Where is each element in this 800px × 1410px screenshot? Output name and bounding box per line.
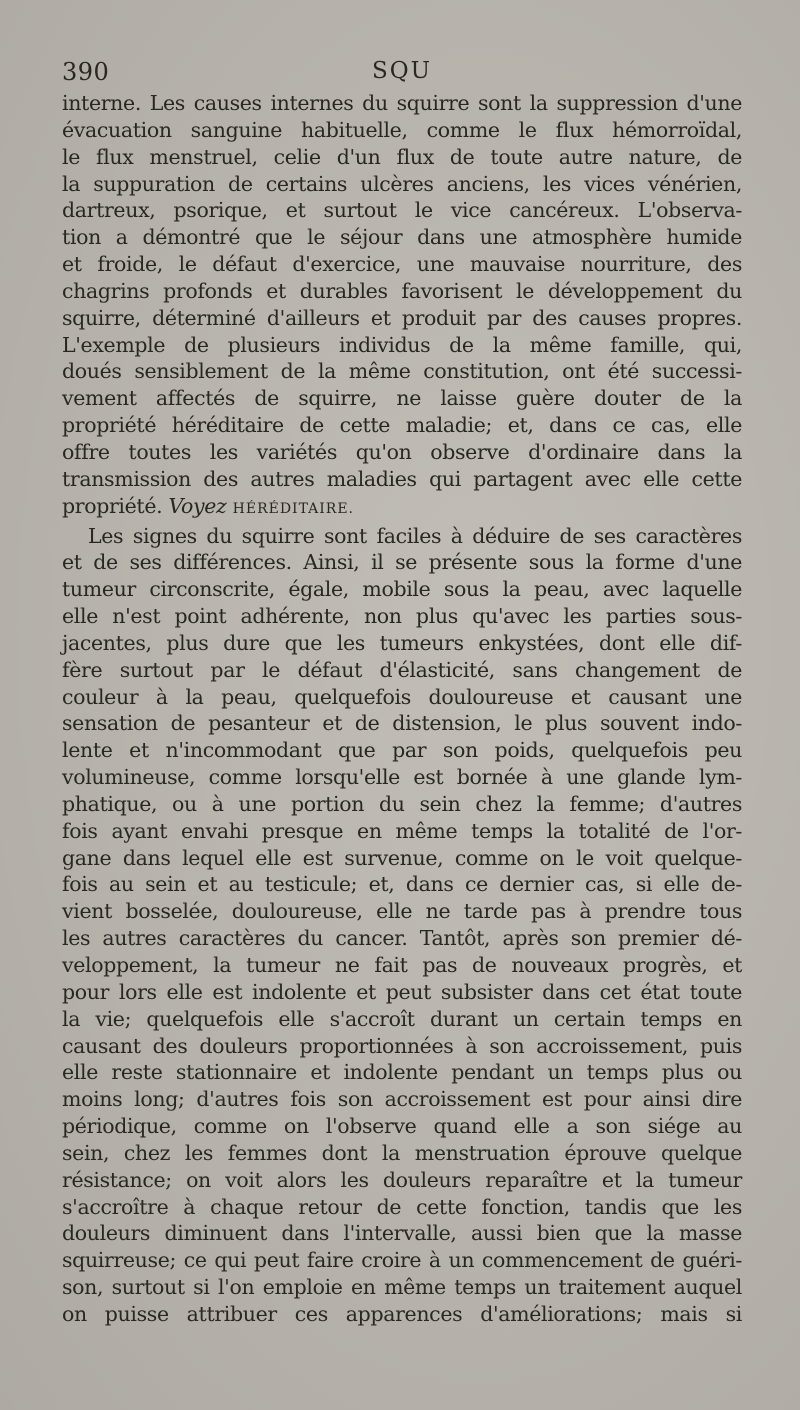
text-line: sensation de pesanteur et de distension, le plus souvent indo- [62,711,742,736]
text-line: résistance; on voit alors les douleurs reparaître et la tumeur [62,1167,742,1192]
text-line: son, surtout si l'on emploie en même temps un traitement auquel [62,1275,742,1300]
text-line: la vie; quelquefois elle s'accroît durant un certain temps en [62,1006,742,1031]
text-line: sein, chez les femmes dont la menstruation éprouve quelque [62,1140,742,1165]
text-line: couleur à la peau, quelquefois douloureuse et causant une [62,684,742,709]
text-line: on puisse attribuer ces apparences d'améliorations; mais si [62,1301,742,1326]
text-line: squirre, déterminé d'ailleurs et produit par des causes propres. [62,305,742,330]
text-line: chagrins profonds et durables favorisent le développement du [62,278,742,303]
text-line: évacuation sanguine habituelle, comme le flux hémorroïdal, [62,117,742,142]
text-line: interne. Les causes internes du squirre sont la suppression d'une [62,91,742,115]
text-line: les autres caractères du cancer. Tantôt, après son premier dé- [62,926,742,951]
text-line: phatique, ou à une portion du sein chez la femme; d'autres [62,791,742,816]
text-line: Les signes du squirre sont faciles à déduire de ses caractères [88,523,742,548]
text-line: s'accroître à chaque retour de cette fonction, tandis que les [62,1194,742,1219]
text-line: transmission des autres maladies qui partagent avec elle cette [62,466,742,491]
text-line: doués sensiblement de la même constitution, ont été successi- [62,359,742,384]
text-line: causant des douleurs proportionnées à son accroissement, puis [62,1033,742,1058]
text-line: fois au sein et au testicule; et, dans ce dernier cas, si elle de- [62,872,742,897]
text-line: périodique, comme on l'observe quand elle a son siége au [62,1114,742,1139]
text-line: dartreux, psorique, et surtout le vice cancéreux. L'observa- [62,198,742,223]
text-line: jacentes, plus dure que les tumeurs enkystées, dont elle dif- [62,630,742,655]
crossref-prefix: propriété. [62,493,163,518]
text-line: elle reste stationnaire et indolente pendant un temps plus ou [62,1060,742,1085]
text-line: elle n'est point adhérente, non plus qu'avec les parties sous- [62,604,742,629]
text-line: tion a démontré que le séjour dans une atmosphère humide [62,225,742,250]
text-line: la suppuration de certains ulcères anciens, les vices vénérien, [62,171,742,196]
text-line: volumineuse, comme lorsqu'elle est bornée à une glande lym- [62,765,742,790]
text-line: squirreuse; ce qui peut faire croire à un commencement de guéri- [62,1248,742,1273]
text-line: L'exemple de plusieurs individus de la même famille, qui, [62,332,742,357]
text-line: lente et n'incommodant que par son poids, quelquefois peu [62,738,742,763]
page-header [62,58,742,88]
text-line: et de ses différences. Ainsi, il se présente sous la forme d'une [62,550,742,575]
text-line: offre toutes les variétés qu'on observe d'ordinaire dans la [62,439,742,464]
paragraph-causes [62,90,742,523]
text-line: vient bosselée, douloureuse, elle ne tarde pas à prendre tous [62,899,742,924]
crossref-link: HÉRÉDITAIRE. [232,500,355,517]
text-line: fois ayant envahi presque en même temps la totalité de l'or- [62,818,742,843]
voyez-label: Voyez [168,493,227,518]
running-head: SQU [372,58,432,84]
text-line: et froide, le défaut d'exercice, une mauvaise nourriture, des [62,252,742,277]
paragraph-signes [62,523,742,1328]
text-line: tumeur circonscrite, égale, mobile sous la peau, avec laquelle [62,577,742,602]
text-line: propriété héréditaire de cette maladie; et, dans ce cas, elle [62,413,742,438]
page-number: 390 [62,58,110,86]
text-line: pour lors elle est indolente et peut subsister dans cet état toute [62,979,742,1004]
text-line-crossref [62,493,742,523]
text-line: gane dans lequel elle est survenue, comme on le voit quelque- [62,845,742,870]
text-line: veloppement, la tumeur ne fait pas de nouveaux progrès, et [62,953,742,977]
text-line: vement affectés de squirre, ne laisse guère douter de la [62,386,742,411]
body-text [62,90,742,1328]
text-line: moins long; d'autres fois son accroissement est pour ainsi dire [62,1087,742,1112]
text-line: le flux menstruel, celie d'un flux de toute autre nature, de [62,144,742,169]
text-line: douleurs diminuent dans l'intervalle, aussi bien que la masse [62,1221,742,1246]
text-line: fère surtout par le défaut d'élasticité, sans changement de [62,657,742,682]
